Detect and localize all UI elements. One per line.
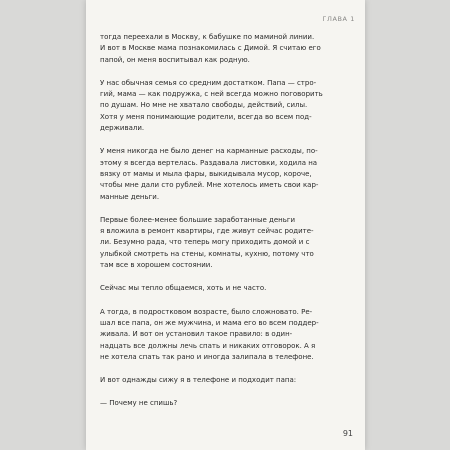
- text-line: тогда переехали в Москву, к бабушке по маминой линии.: [100, 33, 315, 41]
- paragraph-8: [100, 398, 352, 409]
- text-line: — Почему не спишь?: [100, 399, 178, 408]
- text-line: надцать все должны лечь спать и никаких отговорок. А я: [100, 341, 316, 350]
- text-line: я вложила в ремонт квартиры, где живут сейчас родите-: [100, 227, 314, 236]
- text-line: улыбкой смотреть на стены, комнаты, кухню, потому что: [100, 249, 314, 258]
- paragraph-6: [100, 307, 352, 363]
- text-line: вязку от мамы и мыла фары, выкидывала мусор, короче,: [100, 169, 312, 178]
- paragraph-2: [100, 78, 352, 134]
- text-line: Первые более-менее большие заработанные деньги: [100, 215, 296, 224]
- text-line: этому я всегда вертелась. Раздавала листовки, ходила на: [100, 158, 318, 167]
- paragraph-1: [100, 32, 352, 66]
- text-line: живала. И вот он установил такое правило: в один-: [100, 330, 293, 339]
- text-line: И вот в Москве мама познакомилась с Димой. Я считаю его: [100, 44, 321, 53]
- text-line: гий, мама — как подружка, с ней всегда можно поговорить: [100, 90, 323, 99]
- text-line: У меня никогда не было денег на карманные расходы, по-: [100, 147, 318, 156]
- text-line: ли. Безумно рада, что теперь могу приходить домой и с: [100, 238, 310, 247]
- body-text: [100, 32, 352, 422]
- paragraph-7: [100, 375, 352, 386]
- text-line: не хотела спать так рано и иногда залипала в телефоне.: [100, 352, 314, 361]
- text-line: там все в хорошем состоянии.: [100, 261, 213, 270]
- paragraph-4: [100, 215, 352, 271]
- text-line: И вот однажды сижу я в телефоне и подходит папа:: [100, 376, 297, 385]
- text-line: шал все папа, он же мужчина, и мама его во всем поддер-: [100, 318, 319, 327]
- chapter-header: ГЛАВА 1: [322, 15, 355, 23]
- book-page: [86, 0, 365, 450]
- text-line: манные деньги.: [100, 192, 160, 201]
- text-line: Хотя у меня понимающие родители, всегда во всем под-: [100, 112, 312, 121]
- text-line: Сейчас мы тепло общаемся, хоть и не часто.: [100, 284, 267, 293]
- text-line: папой, он меня воспитывал как родную.: [100, 55, 250, 64]
- text-line: чтобы мне дали сто рублей. Мне хотелось иметь свои кар-: [100, 181, 319, 190]
- text-line: держивали.: [100, 124, 145, 133]
- text-line: по душам. Но мне не хватало свободы, действий, силы.: [100, 101, 308, 110]
- text-line: А тогда, в подростковом возрасте, было сложновато. Ре-: [100, 307, 313, 316]
- paragraph-3: [100, 146, 352, 202]
- paragraph-5: [100, 283, 352, 294]
- text-line: У нас обычная семья со средним достатком. Папа — стро-: [100, 78, 317, 87]
- page-number: 91: [342, 429, 353, 438]
